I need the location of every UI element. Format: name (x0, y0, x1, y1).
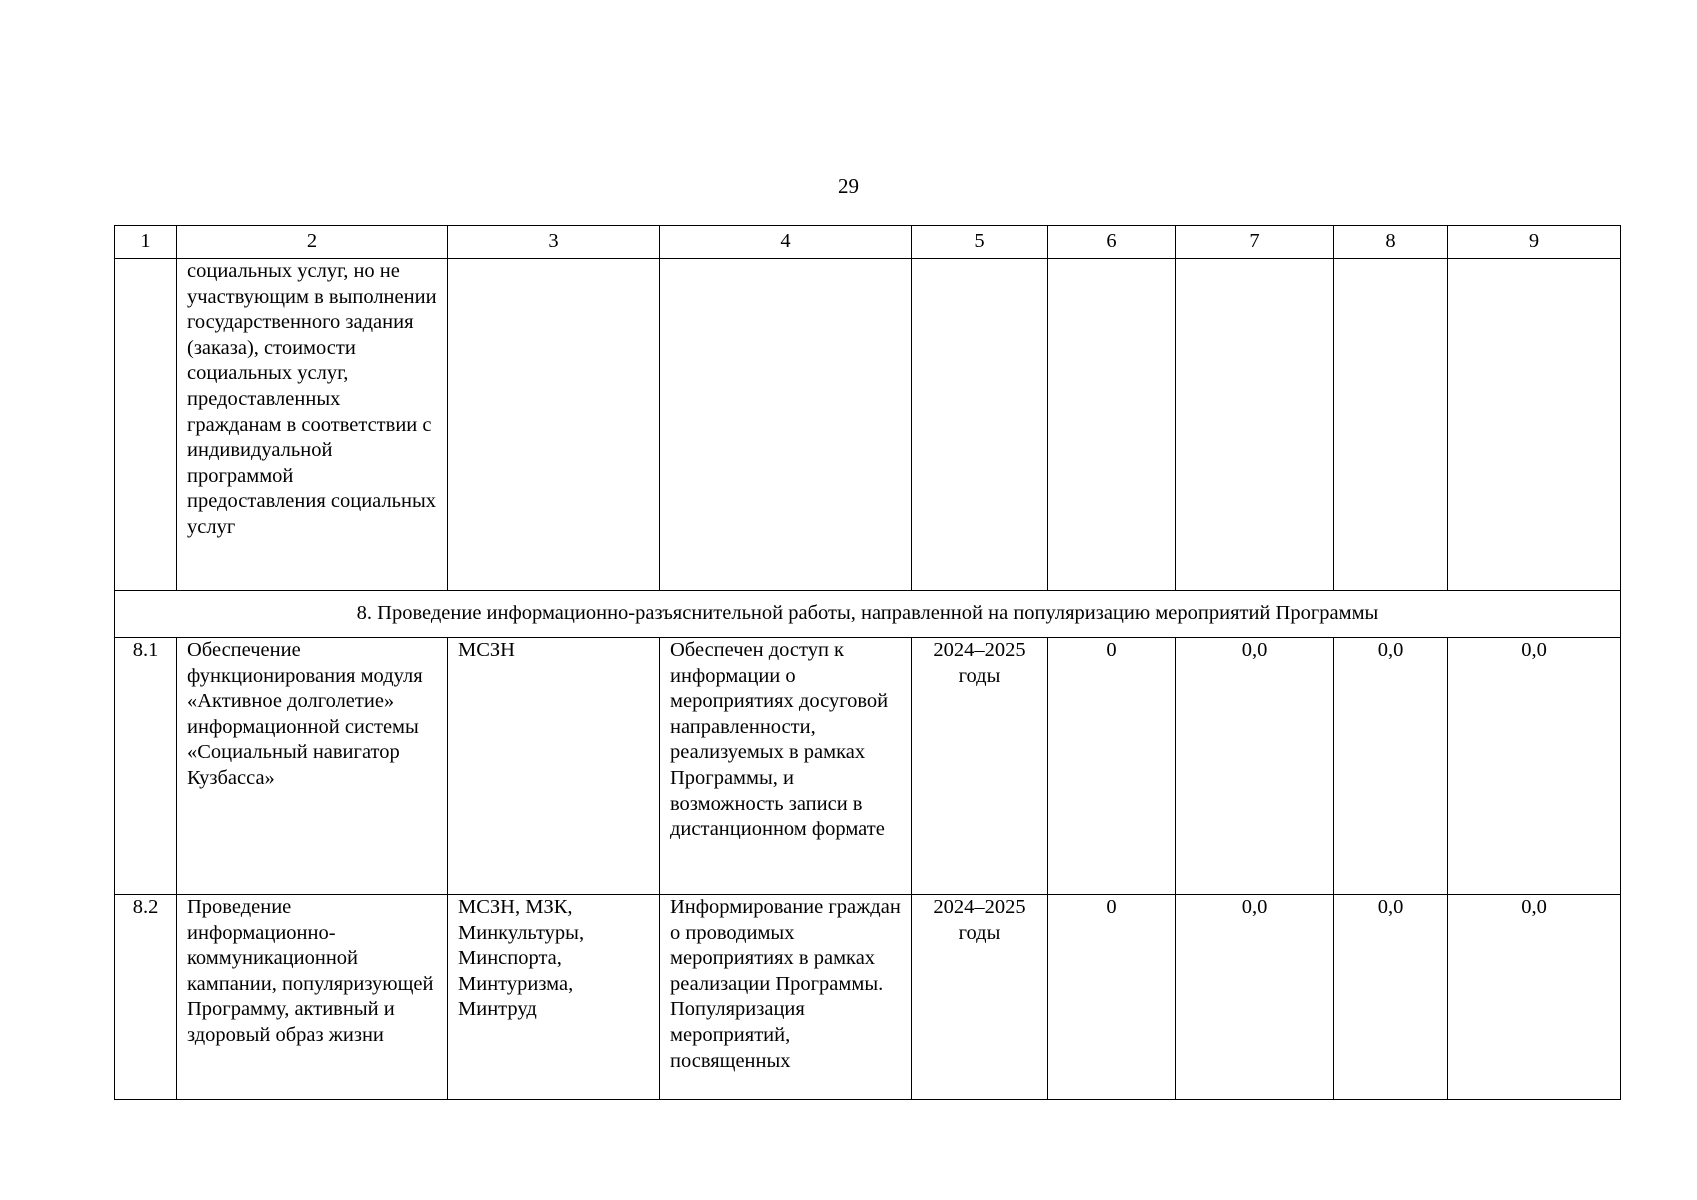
empty-cell (1048, 259, 1176, 591)
value-cell: 0 (1048, 638, 1176, 895)
period-cell: 2024–2025 годы (912, 895, 1048, 1100)
row-number: 8.2 (115, 895, 177, 1100)
value-cell: 0,0 (1176, 895, 1334, 1100)
event-cell: Проведение информационно-коммуникационной кампании, популяризующей Программу, активный и здоровый образ жизни (177, 895, 448, 1100)
column-number: 6 (1048, 226, 1176, 259)
column-number: 7 (1176, 226, 1334, 259)
executor-cell: МСЗН, МЗК, Минкультуры, Минспорта, Минтуризма, Минтруд (448, 895, 660, 1100)
executor-cell: МСЗН (448, 638, 660, 895)
empty-cell (1334, 259, 1448, 591)
empty-cell (448, 259, 660, 591)
column-number: 5 (912, 226, 1048, 259)
value-cell: 0 (1048, 895, 1176, 1100)
value-cell: 0,0 (1334, 895, 1448, 1100)
period-cell: 2024–2025 годы (912, 638, 1048, 895)
value-cell: 0,0 (1448, 638, 1621, 895)
row-number: 8.1 (115, 638, 177, 895)
section-title: 8. Проведение информационно-разъяснительной работы, направленной на популяризацию мероприятий Программы (115, 591, 1621, 638)
value-cell: 0,0 (1334, 638, 1448, 895)
page-number: 29 (838, 174, 859, 198)
table-row (115, 638, 1621, 895)
event-cell (177, 259, 448, 591)
value-cell: 0,0 (1176, 638, 1334, 895)
column-number: 9 (1448, 226, 1621, 259)
event-cell: Обеспечение функционирования модуля «Активное долголетие» информационной системы «Социальный навигатор Кузбасса» (177, 638, 448, 895)
column-number-row (115, 226, 1621, 259)
section-row (115, 591, 1621, 638)
empty-cell (115, 259, 177, 591)
empty-cell (660, 259, 912, 591)
column-number: 3 (448, 226, 660, 259)
result-cell: Информирование граждан о проводимых мероприятиях в рамках реализации Программы. Популяризация мероприятий, посвященных (660, 895, 912, 1100)
empty-cell (912, 259, 1048, 591)
column-number: 2 (177, 226, 448, 259)
column-number: 4 (660, 226, 912, 259)
program-table (114, 225, 1621, 1100)
column-number: 1 (115, 226, 177, 259)
empty-cell (1448, 259, 1621, 591)
table-row (115, 895, 1621, 1100)
event-text: социальных услуг, но не участвующим в выполнении государственного задания (заказа), стоимости социальных услуг, предоставленных гражданам в соответствии с индивидуальной программой предоставления социальных услуг (187, 260, 437, 538)
continuation-row (115, 259, 1621, 591)
empty-cell (1176, 259, 1334, 591)
result-cell: Обеспечен доступ к информации о мероприятиях досуговой направленности, реализуемых в рамках Программы, и возможность записи в дистанционном формате (660, 638, 912, 895)
value-cell: 0,0 (1448, 895, 1621, 1100)
column-number: 8 (1334, 226, 1448, 259)
